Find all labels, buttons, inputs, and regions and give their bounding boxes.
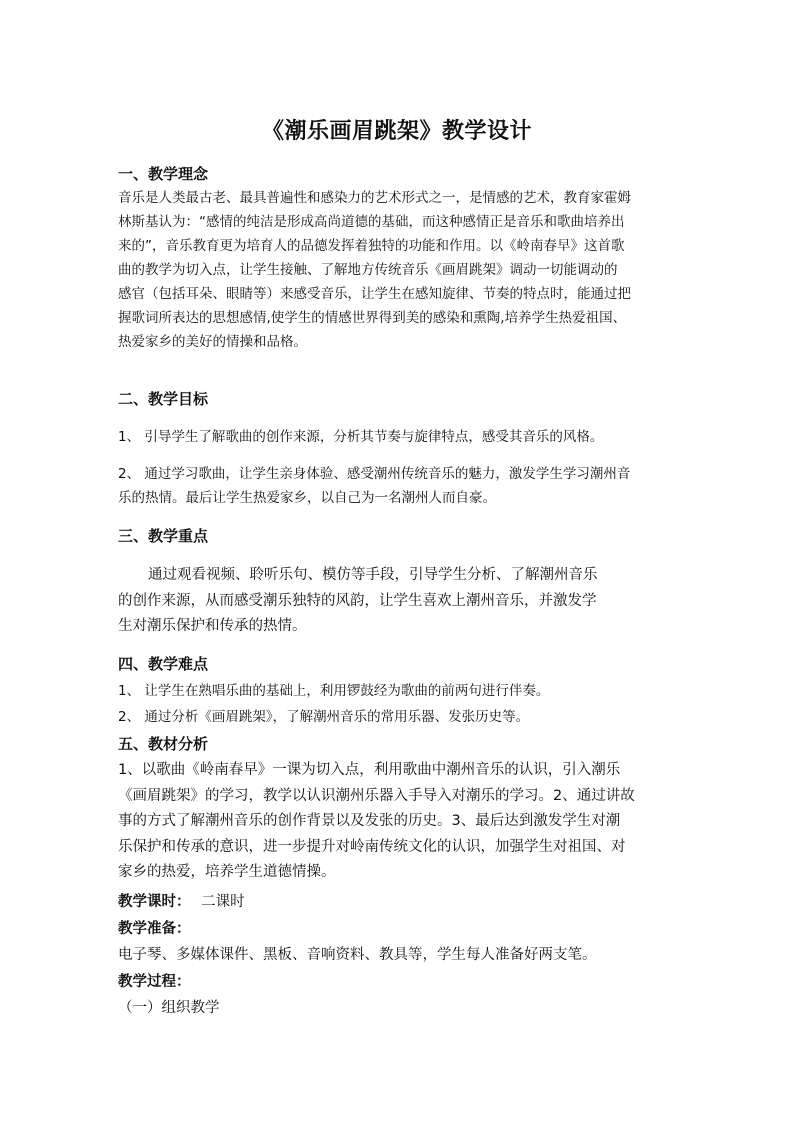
paragraph-line: 乐的热情。最后让学生热爱家乡，以自己为一名潮州人而自豪。 [118,490,496,506]
paragraph-line: 音乐是人类最古老、最具普遍性和感染力的艺术形式之一，是情感的艺术，教育家霍姆 [118,190,631,206]
paragraph-line: 1、 引导学生了解歌曲的创作来源，分析其节奏与旋律特点，感受其音乐的风格。 [118,429,604,445]
paragraph-line: 1、 让学生在熟唱乐曲的基础上，利用锣鼓经为歌曲的前两句进行伴奏。 [118,683,550,699]
goal-item-2 [118,462,678,510]
preparation-label: 教学准备： [118,921,191,937]
paragraph-line: 曲的教学为切入点，让学生接触、了解地方传统音乐《画眉跳架》调动一切能调动的 [118,262,618,278]
process-step-1: （一）组织教学 [118,1000,220,1016]
paragraph-line: 的创作来源，从而感受潮乐独特的风韵，让学生喜欢上潮州音乐，并激发学 [118,592,597,609]
paragraph-line: 来的”，音乐教育更为培育人的品德发挥着独特的功能和作用。以《岭南春早》这首歌 [118,238,625,254]
paragraph-line: 通过观看视频、聆听乐句、模仿等手段，引导学生分析、了解潮州音乐 [148,567,598,583]
paragraph-line: 乐保护和传承的意识，进一步提升对岭南传统文化的认识，加强学生对祖国、对 [118,838,626,855]
paragraph-line: 林斯基认为：“感情的纯洁是形成高尚道德的基础，而这种感情正是音乐和歌曲培养出 [118,214,625,230]
process-label: 教学过程： [118,974,191,990]
class-hours-label: 教学课时： [118,894,191,910]
page-title: 《潮乐画眉跳架》教学设计 [261,119,532,144]
difficulty-item-1 [118,679,678,703]
preparation-text: 电子琴、多媒体课件、黑板、音响资料、教具等，学生每人准备好两支笔。 [118,947,597,963]
paragraph-line: 握歌词所表达的思想感情,使学生的情感世界得到美的感染和熏陶,培养学生热爱祖国、 [118,310,627,326]
paragraph-line: 1、以歌曲《岭南春早》一课为切入点，利用歌曲中潮州音乐的认识，引入潮乐 [118,762,621,778]
section-body-philosophy [118,186,678,354]
goal-item-1 [118,425,678,449]
paragraph-line: 《画眉跳架》的学习，教学以认识潮州乐器入手导入对潮乐的学习。2、通过讲故 [118,787,635,804]
class-hours [118,890,678,916]
paragraph-line: 2、 通过分析《画眉跳架》，了解潮州音乐的常用乐器、发张历史等。 [118,709,530,725]
paragraph-line: 热爱家乡的美好的情操和品格。 [118,334,307,350]
section-body-key-points [118,563,678,640]
paragraph-line: 感官（包括耳朵、眼睛等）来感受音乐，让学生在感知旋律、节奏的特点时，能通过把 [118,286,631,302]
difficulty-item-2 [118,705,678,729]
section-body-material-analysis [118,758,678,886]
paragraph-line: 2、 通过学习歌曲，让学生亲身体验、感受潮州传统音乐的魅力，激发学生学习潮州音 [118,466,631,482]
paragraph-line: 事的方式了解潮州音乐的创作背景以及发张的历史。3、最后达到激发学生对潮 [118,813,621,829]
class-hours-value: 二课时 [201,894,245,910]
section-heading-difficulties: 四、教学难点 [118,655,209,673]
paragraph-line: 家乡的热爱，培养学生道德情操。 [118,864,336,880]
paragraph-line: 生对潮乐保护和传承的热情。 [118,618,307,634]
section-heading-key-points: 三、教学重点 [118,527,209,545]
section-heading-material-analysis: 五、教材分析 [118,735,209,753]
section-heading-goals: 二、教学目标 [118,390,209,408]
section-heading-philosophy: 一、教学理念 [118,165,209,183]
